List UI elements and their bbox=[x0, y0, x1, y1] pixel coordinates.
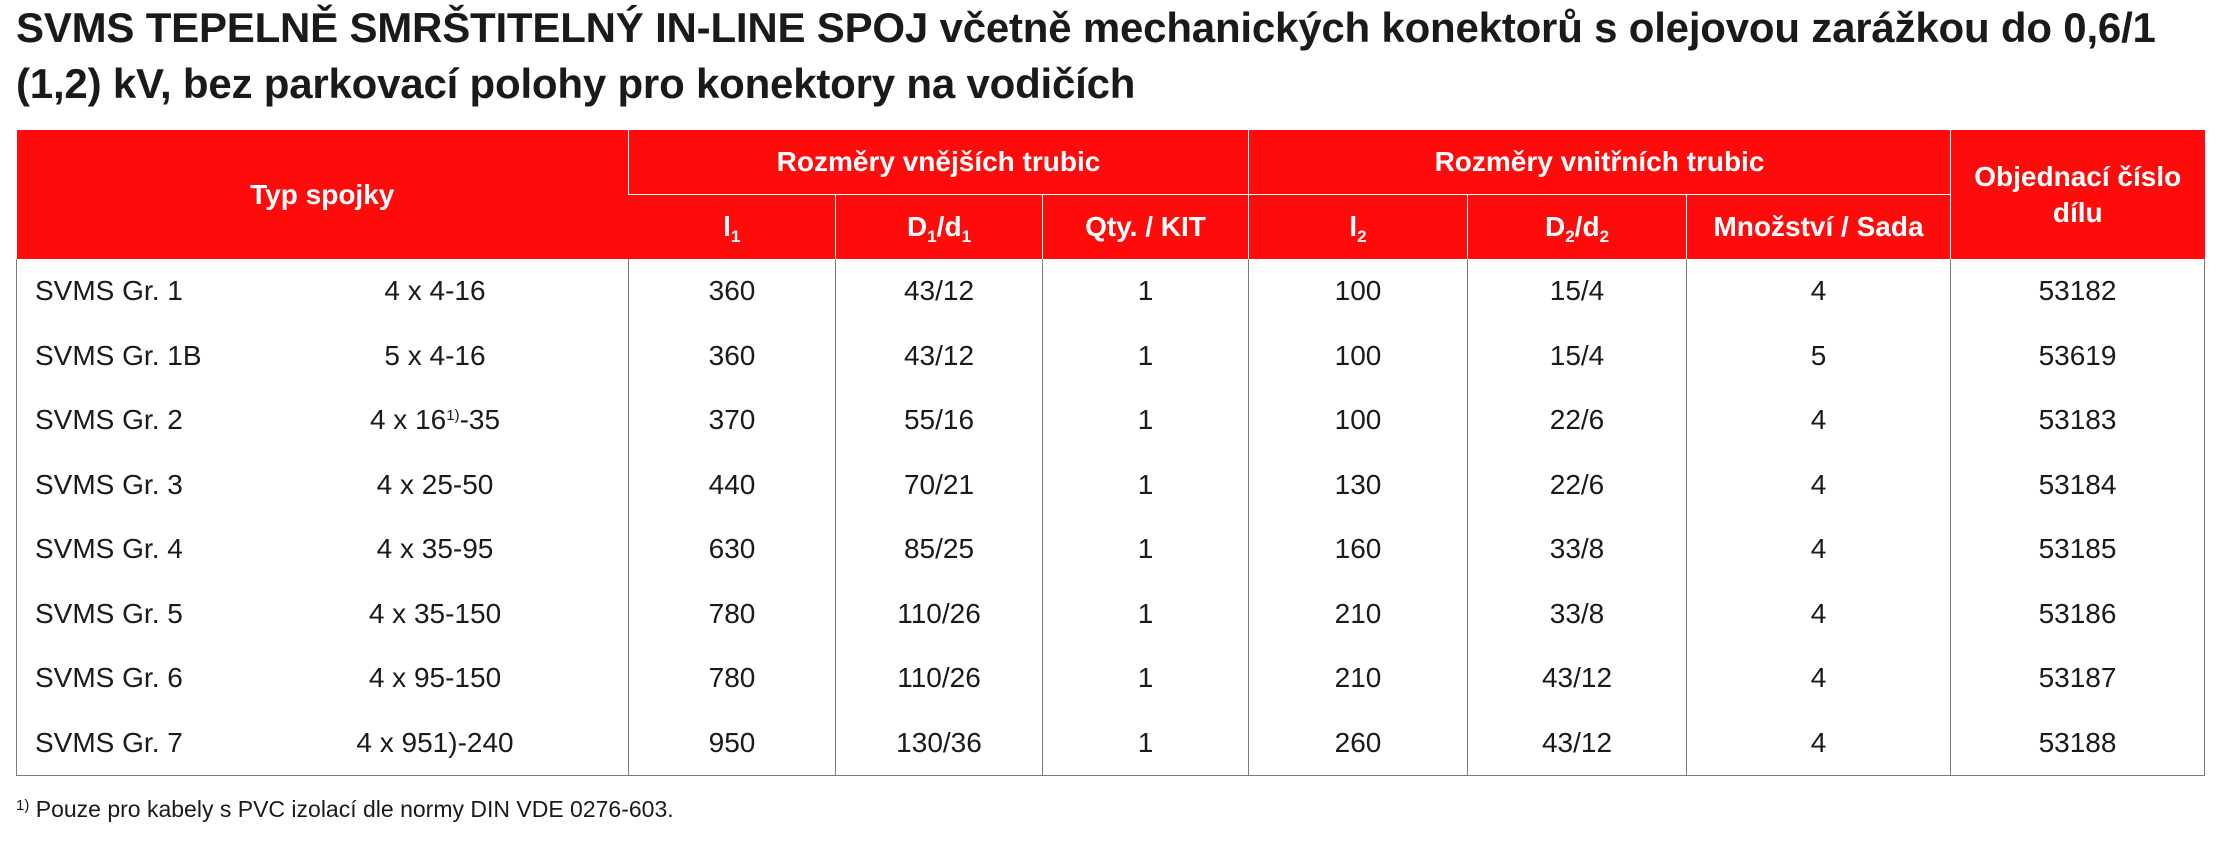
title-bold-part: SVMS TEPELNĚ SMRŠTITELNÝ IN-LINE SPOJ bbox=[16, 4, 929, 51]
cell-l2: 210 bbox=[1249, 582, 1468, 647]
cell-type-size bbox=[335, 275, 535, 307]
table-row bbox=[17, 324, 2205, 389]
header-d2-b: /d bbox=[1574, 211, 1600, 242]
cell-d1: 110/26 bbox=[836, 582, 1043, 647]
cell-l1: 440 bbox=[629, 453, 836, 518]
cell-d1: 55/16 bbox=[836, 388, 1043, 453]
header-d2-a: D bbox=[1544, 211, 1566, 242]
cell-qty-kit: 1 bbox=[1043, 582, 1249, 647]
header-l1-sub: 1 bbox=[730, 227, 741, 246]
cell-l2: 100 bbox=[1249, 324, 1468, 389]
table-row bbox=[17, 517, 2205, 582]
cell-order: 53619 bbox=[1951, 324, 2205, 389]
cell-qty-kit: 1 bbox=[1043, 453, 1249, 518]
cell-order: 53184 bbox=[1951, 453, 2205, 518]
cell-size-tail: -35 bbox=[459, 404, 501, 436]
table-row bbox=[17, 259, 2205, 324]
header-order-number: Objednací číslo dílu bbox=[1951, 130, 2205, 259]
cell-type-name: SVMS Gr. 1B bbox=[35, 339, 202, 371]
header-l1-label: l bbox=[723, 211, 731, 242]
cell-qty-set: 4 bbox=[1687, 453, 1951, 518]
cell-d2: 33/8 bbox=[1468, 582, 1687, 647]
cell-l2: 130 bbox=[1249, 453, 1468, 518]
footnote-marker: 1) bbox=[446, 407, 460, 425]
cell-d2: 15/4 bbox=[1468, 324, 1687, 389]
header-l2-label: l bbox=[1349, 211, 1358, 242]
cell-type bbox=[17, 453, 629, 518]
table-row bbox=[17, 582, 2205, 647]
cell-l1: 360 bbox=[629, 324, 836, 389]
table-row bbox=[17, 388, 2205, 453]
title-rest-part: včetně mechanických konektorů s olejovou zarážkou do 0,6/1 (1,2) kV, bez parkovací polohy pro konektory na vodičích bbox=[16, 4, 2156, 107]
cell-size-main: 5 x 4-16 bbox=[384, 339, 486, 371]
cell-type-size bbox=[335, 469, 535, 501]
cell-d1: 70/21 bbox=[836, 453, 1043, 518]
cell-qty-set: 4 bbox=[1687, 517, 1951, 582]
cell-d2: 43/12 bbox=[1468, 646, 1687, 711]
cell-qty-set: 4 bbox=[1687, 711, 1951, 776]
cell-d2: 33/8 bbox=[1468, 517, 1687, 582]
header-l1 bbox=[629, 195, 836, 260]
cell-qty-kit: 1 bbox=[1043, 324, 1249, 389]
cell-qty-kit: 1 bbox=[1043, 517, 1249, 582]
cell-d1: 43/12 bbox=[836, 259, 1043, 324]
cell-size-main: 4 x 35-150 bbox=[368, 597, 502, 629]
cell-type bbox=[17, 259, 629, 324]
cell-l2: 260 bbox=[1249, 711, 1468, 776]
cell-qty-kit: 1 bbox=[1043, 646, 1249, 711]
cell-l2: 210 bbox=[1249, 646, 1468, 711]
cell-l1: 780 bbox=[629, 646, 836, 711]
cell-type-name: SVMS Gr. 1 bbox=[35, 275, 183, 307]
table-row bbox=[17, 453, 2205, 518]
cell-type-name: SVMS Gr. 5 bbox=[35, 597, 183, 629]
cell-qty-set: 4 bbox=[1687, 582, 1951, 647]
cell-type-size bbox=[335, 404, 535, 436]
cell-d1: 43/12 bbox=[836, 324, 1043, 389]
cell-l1: 950 bbox=[629, 711, 836, 776]
cell-type-size bbox=[335, 727, 535, 759]
footnote-text: Pouze pro kabely s PVC izolací dle normy DIN VDE 0276-603. bbox=[29, 796, 674, 822]
cell-size-main: 4 x 951)-240 bbox=[356, 726, 514, 758]
cell-d1: 85/25 bbox=[836, 517, 1043, 582]
cell-qty-set: 5 bbox=[1687, 324, 1951, 389]
header-qty-set: Množství / Sada bbox=[1687, 195, 1951, 260]
cell-d1: 110/26 bbox=[836, 646, 1043, 711]
table-row bbox=[17, 711, 2205, 776]
cell-qty-kit: 1 bbox=[1043, 388, 1249, 453]
cell-qty-set: 4 bbox=[1687, 259, 1951, 324]
cell-size-main: 4 x 4-16 bbox=[384, 275, 486, 307]
header-d2 bbox=[1468, 195, 1687, 260]
cell-l1: 370 bbox=[629, 388, 836, 453]
header-d1 bbox=[836, 195, 1043, 260]
cell-l2: 160 bbox=[1249, 517, 1468, 582]
header-l2-sub: 2 bbox=[1357, 227, 1367, 246]
cell-size-main: 4 x 35-95 bbox=[376, 533, 494, 565]
cell-qty-set: 4 bbox=[1687, 388, 1951, 453]
cell-type-name: SVMS Gr. 7 bbox=[35, 726, 183, 758]
cell-type-size bbox=[335, 533, 535, 565]
cell-qty-kit: 1 bbox=[1043, 711, 1249, 776]
cell-qty-set: 4 bbox=[1687, 646, 1951, 711]
cell-l2: 100 bbox=[1249, 259, 1468, 324]
cell-d2: 15/4 bbox=[1468, 259, 1687, 324]
table-row bbox=[17, 646, 2205, 711]
cell-d2: 22/6 bbox=[1468, 388, 1687, 453]
cell-order: 53188 bbox=[1951, 711, 2205, 776]
cell-l1: 780 bbox=[629, 582, 836, 647]
cell-type-size bbox=[335, 598, 535, 630]
cell-l1: 360 bbox=[629, 259, 836, 324]
header-inner-group: Rozměry vnitřních trubic bbox=[1249, 130, 1951, 195]
cell-l2: 100 bbox=[1249, 388, 1468, 453]
cell-type bbox=[17, 388, 629, 453]
cell-d2: 43/12 bbox=[1468, 711, 1687, 776]
header-l2 bbox=[1249, 195, 1468, 260]
product-table bbox=[16, 130, 2205, 776]
cell-type-name: SVMS Gr. 3 bbox=[35, 468, 183, 500]
header-qty-kit: Qty. / KIT bbox=[1043, 195, 1249, 260]
footnote bbox=[16, 796, 674, 823]
header-d2-a-sub: 2 bbox=[1565, 227, 1575, 246]
cell-d2: 22/6 bbox=[1468, 453, 1687, 518]
cell-order: 53185 bbox=[1951, 517, 2205, 582]
cell-type-name: SVMS Gr. 2 bbox=[35, 404, 183, 436]
cell-type-name: SVMS Gr. 6 bbox=[35, 662, 183, 694]
table-body bbox=[17, 259, 2205, 776]
header-d1-a: D bbox=[906, 211, 928, 242]
cell-l1: 630 bbox=[629, 517, 836, 582]
header-outer-group: Rozměry vnějších trubic bbox=[629, 130, 1249, 195]
cell-type-name: SVMS Gr. 4 bbox=[35, 533, 183, 565]
header-d2-b-sub: 2 bbox=[1599, 227, 1610, 246]
cell-size-main: 4 x 95-150 bbox=[368, 662, 502, 694]
cell-type bbox=[17, 517, 629, 582]
cell-qty-kit: 1 bbox=[1043, 259, 1249, 324]
cell-order: 53186 bbox=[1951, 582, 2205, 647]
cell-type-size bbox=[335, 662, 535, 694]
header-d1-b: /d bbox=[936, 211, 962, 242]
cell-type bbox=[17, 582, 629, 647]
cell-type-size bbox=[335, 340, 535, 372]
cell-type bbox=[17, 324, 629, 389]
cell-size-main: 4 x 25-50 bbox=[376, 468, 494, 500]
cell-order: 53187 bbox=[1951, 646, 2205, 711]
header-d1-b-sub: 1 bbox=[961, 227, 972, 246]
header-d1-a-sub: 1 bbox=[927, 227, 937, 246]
cell-type bbox=[17, 711, 629, 776]
page-title bbox=[16, 0, 2216, 112]
cell-type bbox=[17, 646, 629, 711]
cell-order: 53183 bbox=[1951, 388, 2205, 453]
cell-size-main: 4 x 16 bbox=[369, 404, 447, 436]
cell-d1: 130/36 bbox=[836, 711, 1043, 776]
header-type: Typ spojky bbox=[17, 130, 629, 259]
cell-order: 53182 bbox=[1951, 259, 2205, 324]
footnote-marker: 1) bbox=[16, 797, 30, 814]
table-header bbox=[17, 130, 2205, 259]
